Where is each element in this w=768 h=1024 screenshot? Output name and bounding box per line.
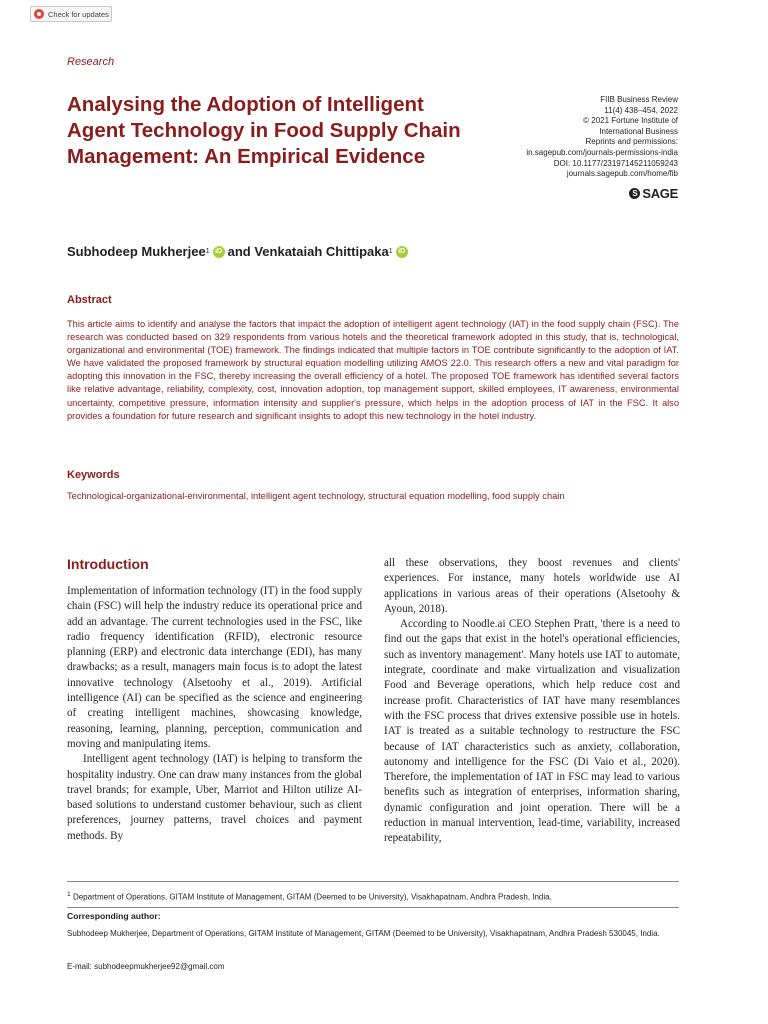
check-for-updates-label: Check for updates bbox=[48, 9, 109, 19]
permissions-link[interactable]: in.sagepub.com/journals-permissions-india bbox=[526, 147, 678, 157]
publisher-logo bbox=[629, 186, 678, 201]
abstract-heading: Abstract bbox=[67, 294, 112, 306]
affiliation-mark: 1 bbox=[388, 248, 393, 255]
journal-metadata bbox=[458, 95, 678, 180]
update-icon bbox=[34, 9, 44, 19]
keywords-text: Technological-organizational-environmental, intelligent agent technology, structural equation modelling, food supply chain bbox=[67, 491, 565, 501]
article-title: Analysing the Adoption of Intelligent Agent Technology in Food Supply Chain Management: An Empirical Evidence bbox=[67, 93, 461, 168]
reprints-label: Reprints and permissions: bbox=[585, 137, 678, 147]
doi-link[interactable]: DOI: 10.1177/23197145211059243 bbox=[553, 158, 678, 168]
introduction-heading: Introduction bbox=[67, 556, 149, 572]
author-name: Subhodeep Mukherjee bbox=[67, 244, 206, 259]
check-for-updates-button[interactable] bbox=[30, 6, 112, 22]
orcid-icon[interactable]: iD bbox=[213, 246, 225, 258]
orcid-icon[interactable]: iD bbox=[396, 246, 408, 258]
publisher-name: SAGE bbox=[642, 186, 678, 201]
affiliation-footnote bbox=[67, 889, 679, 903]
corresponding-divider bbox=[67, 907, 679, 908]
paragraph: Implementation of information technology (IT) in the food supply chain (FSC) will help the industry reduce its operational price and add an advantage. The current technologies used in the FSC, like radio frequency identification (RFID), electronic resource planning (ERP) and electronic data interchange (EDI), has many drawbacks; as a result, managers main focus is to adopt the latest innovative technology (Alsetoohy et al., 2019). Artificial intelligence (AI) can be specified as the science and engineering of creating intelligent machines, showcasing knowledge, reasoning, learning, planning, perception, communication and moving and manipulating items. bbox=[67, 585, 362, 750]
abstract-text: This article aims to identify and analyse the factors that impact the adoption of intelligent agent technology (IAT) in the food supply chain (FSC). The research was conducted based on 329 respondents from various hotels and the theoretical framework adopted in this study, that is, technological, organizational and environmental (TOE) framework. The findings indicated that multiple factors in TOE contribute significantly to the adoption of IAT. We have validated the proposed framework by structural equation modelling utilizing AMOS 22.0. This research offers a new and vital paradigm for adopting this innovation in the FSC, thereby increasing the overall efficiency of a hotel. The proposed TOE framework has identified several factors like relative advantage, reliability, complexity, cost, innovation adoption, top management support, skilled employees, IT awareness, environmental uncertainty, competitive pressure, information intensity and supplier's pressure, which helps in the adoption process of IAT in the FSC. It also provides a foundation for future research and significant insights to adopt this new technology in the hotel industry. bbox=[67, 319, 679, 421]
section-label: Research bbox=[67, 56, 115, 68]
footnote-divider bbox=[67, 881, 679, 882]
journal-name: FIIB Business Review bbox=[600, 95, 678, 104]
copyright-line: © 2021 Fortune Institute of bbox=[583, 116, 678, 126]
corresponding-author-address: Subhodeep Mukherjee, Department of Operations, GITAM Institute of Management, GITAM (Deemed to be University), Visakhapatnam, Andhra Pradesh 530045, India. bbox=[67, 929, 660, 938]
author-name: and Venkataiah Chittipaka bbox=[227, 244, 389, 259]
affiliation-mark: 1 bbox=[205, 248, 210, 255]
body-column-right bbox=[384, 556, 680, 847]
journal-volume: 11(4) 438–454, 2022 bbox=[604, 105, 678, 115]
keywords-heading: Keywords bbox=[67, 469, 120, 481]
journal-home-link[interactable]: journals.sagepub.com/home/fib bbox=[566, 169, 678, 179]
author-line bbox=[67, 244, 411, 259]
copyright-line: International Business bbox=[599, 126, 678, 136]
corresponding-author-email[interactable]: E-mail: subhodeepmukherjee92@gmail.com bbox=[67, 962, 225, 971]
paragraph: Intelligent agent technology (IAT) is helping to transform the hospitality industry. One can draw many instances from the global travel brands; for example, Uber, Marriot and Hilton utilize AI-based solutions to understand customer behaviour, such as client preferences, journey patterns, travel choices and payment methods. By bbox=[67, 753, 362, 842]
corresponding-author-heading: Corresponding author: bbox=[67, 911, 161, 921]
body-column-left bbox=[67, 584, 362, 844]
footnote-mark: 1 bbox=[67, 891, 71, 898]
paragraph: According to Noodle.ai CEO Stephen Pratt, 'there is a need to find out the gaps that exist in the hotel's operational efficiencies, such as inventory management'. Many hotels use IAT to automate, integrate, coordinate and make virtualization and visualization Food and Beverage operations, which help reduce cost and increase profit. Characteristics of IAT have many resemblances with the FSC process that drives extensive possible use in hotels. IAT is treated as a suitable technology to restructure the FSC because of IAT characteristics such as anxiety, collaboration, autonomy and intelligence for the FSC (Di Vaio et al., 2020). Therefore, the implementation of IAT in FSC may lead to various benefits such as integration of enterprises, information sharing, dynamic configuration and joint operation. There will be a reduction in manual intervention, lead-time, variability, increased repeatability, bbox=[384, 618, 680, 845]
paragraph: all these observations, they boost revenues and clients' experiences. For instance, many hotels worldwide use AI applications in various areas of their operations (Alsetoohy & Ayoun, 2018). bbox=[384, 557, 680, 615]
footnote-text: Department of Operations, GITAM Institute of Management, GITAM (Deemed to be University), Visakhapatnam, Andhra Pradesh, India. bbox=[72, 892, 552, 902]
sage-logo-icon: S bbox=[629, 188, 640, 199]
